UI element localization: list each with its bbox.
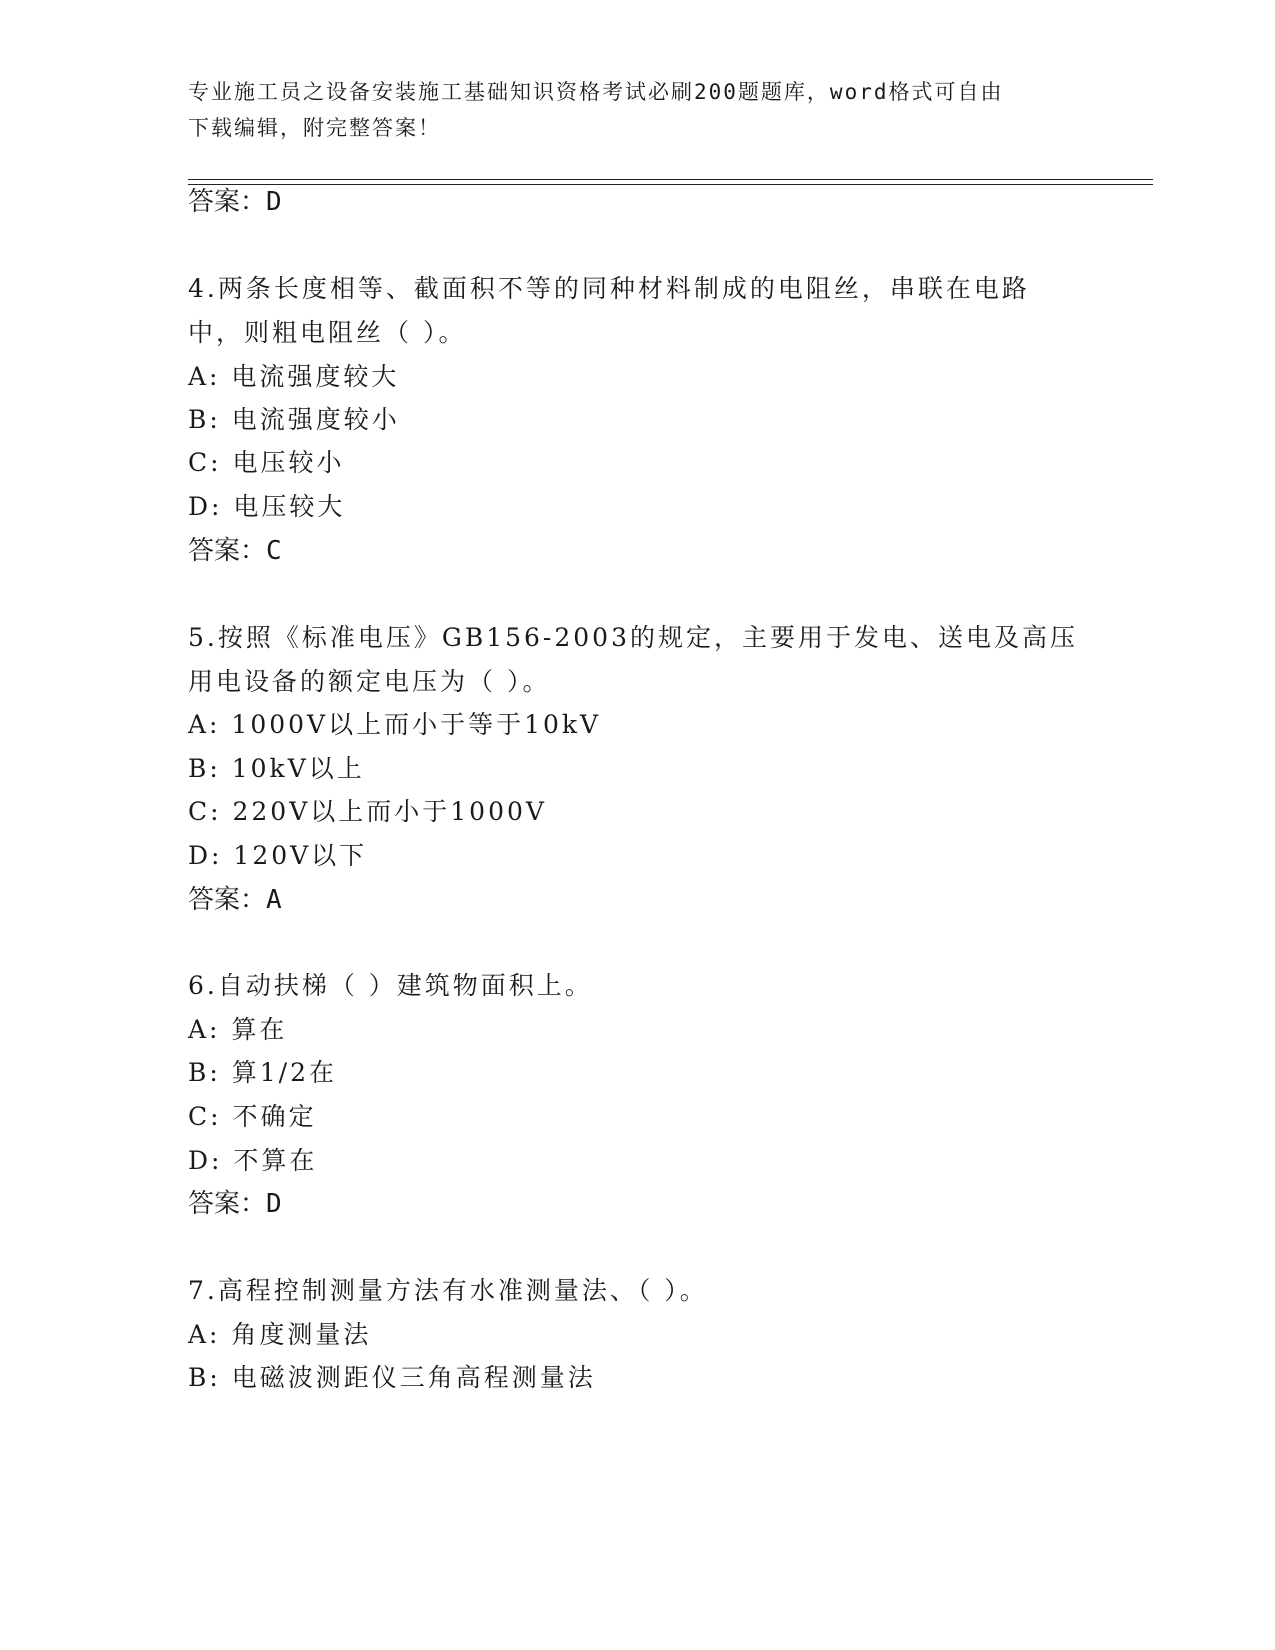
question-6-option-b: B: 算1/2在	[188, 1058, 337, 1087]
question-6-option-a: A: 算在	[188, 1015, 288, 1044]
header-line-2: 下载编辑，附完整答案！	[188, 116, 441, 140]
question-5-option-b: B: 10kV以上	[188, 754, 365, 783]
question-5-option-d: D: 120V以下	[188, 841, 368, 870]
previous-answer: 答案：D	[188, 187, 282, 217]
question-7-option-a: A: 角度测量法	[188, 1320, 372, 1349]
question-4-answer: 答案：C	[188, 536, 282, 566]
header-line-1: 专业施工员之设备安装施工基础知识资格考试必刷200题题库，word格式可自由	[188, 80, 1004, 104]
header-divider-bottom	[188, 184, 1153, 185]
question-6-stem-line-1: 6.自动扶梯（ ）建筑物面积上。	[188, 971, 593, 1000]
question-5-answer: 答案：A	[188, 885, 282, 915]
question-5-option-c: C: 220V以上而小于1000V	[188, 797, 547, 826]
question-4-stem-line-2: 中，则粗电阻丝（ ）。	[188, 318, 467, 347]
question-7-option-b: B: 电磁波测距仪三角高程测量法	[188, 1363, 596, 1392]
question-6-option-d: D: 不算在	[188, 1146, 318, 1175]
question-7-stem-line-1: 7.高程控制测量方法有水准测量法、（ ）。	[188, 1276, 708, 1305]
question-4-option-d: D: 电压较大	[188, 492, 346, 521]
question-4-stem-line-1: 4.两条长度相等、截面积不等的同种材料制成的电阻丝，串联在电路	[188, 274, 1030, 303]
question-4-option-a: A: 电流强度较大	[188, 362, 400, 391]
question-4-option-b: B: 电流强度较小	[188, 405, 400, 434]
question-6-option-c: C: 不确定	[188, 1102, 317, 1131]
question-5-stem-line-2: 用电设备的额定电压为（ ）。	[188, 667, 551, 696]
question-6-answer: 答案：D	[188, 1189, 282, 1219]
question-5-option-a: A: 1000V以上而小于等于10kV	[188, 710, 602, 739]
question-5-stem-line-1: 5.按照《标准电压》GB156-2003的规定，主要用于发电、送电及高压	[188, 623, 1078, 652]
document-header	[188, 74, 1068, 146]
header-divider-top	[188, 179, 1153, 180]
question-4-option-c: C: 电压较小	[188, 448, 345, 477]
